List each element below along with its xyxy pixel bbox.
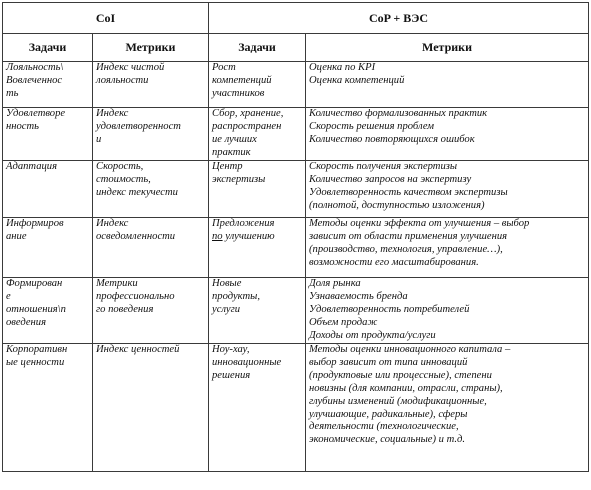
cell-text-line: индекс текучести: [96, 186, 178, 198]
coi-task-cell: [3, 344, 93, 472]
coi-task-cell: [3, 278, 93, 344]
cell-text-line: Лояльность\: [6, 62, 64, 73]
cell-text-line: Индекс: [96, 218, 129, 229]
coi-metric-cell: [93, 62, 209, 108]
cop-task-cell: [209, 218, 306, 278]
coi-task-cell: [3, 62, 93, 108]
cop-task-cell: [209, 108, 306, 161]
cell-text-line: е: [6, 290, 11, 302]
group-header-coi: CoI: [3, 3, 209, 34]
cell-text-line: Корпоративн: [6, 344, 68, 355]
cop-task-cell: [209, 344, 306, 472]
cell-text-line: деятельности (технологические,: [309, 421, 459, 433]
group-header-cop: CoP + ВЭС: [209, 3, 589, 34]
cell-text-line: Удовлетворенность качеством экспертизы: [309, 186, 508, 198]
cell-text-line: участников: [212, 87, 265, 99]
cell-text-line: Оценка компетенций: [309, 74, 405, 86]
cell-text-line: Скорость решения проблем: [309, 120, 435, 132]
cop-metric-cell: [306, 344, 589, 472]
cell-text-line: экспертизы: [212, 173, 266, 185]
cell-text-line: Узнаваемость бренда: [309, 290, 408, 302]
cell-text-line: Формирован: [6, 278, 63, 289]
cell-text-line: Метрики: [96, 278, 138, 289]
cell-text-line: Вовлеченнос: [6, 74, 63, 86]
coi-metric-cell: [93, 218, 209, 278]
cell-text-line: (полнотой, доступностью изложения): [309, 199, 485, 211]
cell-text-line: Методы оценки инновационного капитала –: [309, 344, 511, 355]
cop-metric-cell: [306, 108, 589, 161]
coi-metric-cell: [93, 108, 209, 161]
cell-text-line: Ноу-хау,: [212, 344, 250, 355]
cell-text-line: новизны (для компании, отрасли, страны),: [309, 382, 503, 394]
cell-text-line: зависит от области применения улучшения: [309, 230, 508, 242]
table-row: [3, 62, 589, 108]
table-row: [3, 218, 589, 278]
cell-text-line: (продуктовые или процессные), степени: [309, 369, 492, 381]
cell-text-line: нность: [6, 120, 39, 132]
cell-text-line: Методы оценки эффекта от улучшения – выбор: [309, 218, 530, 229]
table-body: [3, 62, 589, 472]
cell-text-line: продукты,: [212, 290, 260, 302]
cell-text-line: ть: [6, 87, 19, 99]
coi-metric-cell: [93, 344, 209, 472]
cell-text-line: Удовлетворенность потребителей: [309, 303, 470, 315]
table-row: [3, 161, 589, 218]
cell-text-line: Доля рынка: [309, 278, 361, 289]
cell-text-line: Информиров: [6, 218, 64, 229]
cell-text-line: (производство, технология, управление…),: [309, 243, 503, 255]
cell-text-line: услуги: [212, 303, 241, 315]
cell-text-line: Скорость,: [96, 161, 144, 172]
cell-text-line: Удовлетворе: [6, 108, 66, 119]
cell-text-line: Доходы от продукта/услуги: [309, 329, 436, 341]
coi-task-cell: [3, 218, 93, 278]
cell-text-line: Количество формализованных практик: [309, 108, 488, 119]
cell-text-line: Сбор, хранение,: [212, 108, 284, 119]
cell-text-line: инновационные: [212, 356, 282, 368]
cop-metric-cell: [306, 278, 589, 344]
table-row: [3, 108, 589, 161]
cell-text-line: глубины изменений (модификационные,: [309, 395, 487, 407]
cell-text-line: отношения\п: [6, 303, 66, 315]
cell-text-line: ие лучших: [212, 133, 257, 145]
cell-text-line: Рост: [212, 62, 236, 73]
cell-text-line: экономические, социальные) и т.д.: [309, 434, 466, 446]
cell-text-line: Центр: [212, 161, 243, 172]
cell-text-line: оведения: [6, 316, 47, 328]
cell-text-line: компетенций: [212, 74, 272, 86]
cell-text-line: по улучшению: [212, 230, 275, 242]
column-header-coi-metrics: Метрики: [93, 34, 209, 62]
cell-text-line: выбор зависит от типа инноваций: [309, 356, 468, 368]
coi-task-cell: [3, 108, 93, 161]
column-header-cop-tasks: Задачи: [209, 34, 306, 62]
cop-task-cell: [209, 278, 306, 344]
cell-text-line: Количество повторяющихся ошибок: [309, 133, 475, 145]
cell-text-line: решения: [212, 369, 251, 381]
cell-text-line: Индекс чистой: [96, 62, 165, 73]
cop-task-cell: [209, 161, 306, 218]
cell-text-line: лояльности: [96, 74, 149, 86]
cell-text-line: Индекс ценностей: [96, 344, 180, 355]
table-row: [3, 344, 589, 472]
coi-task-cell: [3, 161, 93, 218]
cop-metric-cell: [306, 161, 589, 218]
cop-metric-cell: [306, 62, 589, 108]
cop-task-cell: [209, 62, 306, 108]
cell-text-line: осведомленности: [96, 230, 176, 242]
cell-text-line: стоимость,: [96, 173, 151, 185]
cell-text-line: ые ценности: [6, 356, 65, 368]
coi-metric-cell: [93, 278, 209, 344]
cell-text-line: Новые: [212, 278, 242, 289]
coi-metric-cell: [93, 161, 209, 218]
cell-text-line: Скорость получения экспертизы: [309, 161, 458, 172]
cell-text-line: Адаптация: [6, 161, 58, 172]
column-header-coi-tasks: Задачи: [3, 34, 93, 62]
cell-text-line: ание: [6, 230, 27, 242]
cell-text-line: го поведения: [96, 303, 154, 315]
cell-text-line: Количество запросов на экспертизу: [309, 173, 472, 185]
cell-text-line: распространен: [212, 120, 282, 132]
cell-text-line: практик: [212, 146, 251, 158]
cell-text-line: Оценка по KPI: [309, 62, 376, 73]
cell-text-line: и: [96, 133, 102, 145]
cell-text-line: Предложения: [212, 218, 275, 229]
column-header-cop-metrics: Метрики: [306, 34, 589, 62]
cop-metric-cell: [306, 218, 589, 278]
cell-text-line: Объем продаж: [309, 316, 378, 328]
cell-text-line: Индекс: [96, 108, 129, 119]
coi-cop-table: [2, 2, 589, 472]
cell-text-line: удовлетворенност: [96, 120, 181, 132]
cell-text-line: профессионально: [96, 290, 175, 302]
cell-text-line: возможности его масштабирования.: [309, 256, 479, 268]
table-row: [3, 278, 589, 344]
cell-text-line: улучшающие, радикальные), сферы: [309, 408, 468, 420]
